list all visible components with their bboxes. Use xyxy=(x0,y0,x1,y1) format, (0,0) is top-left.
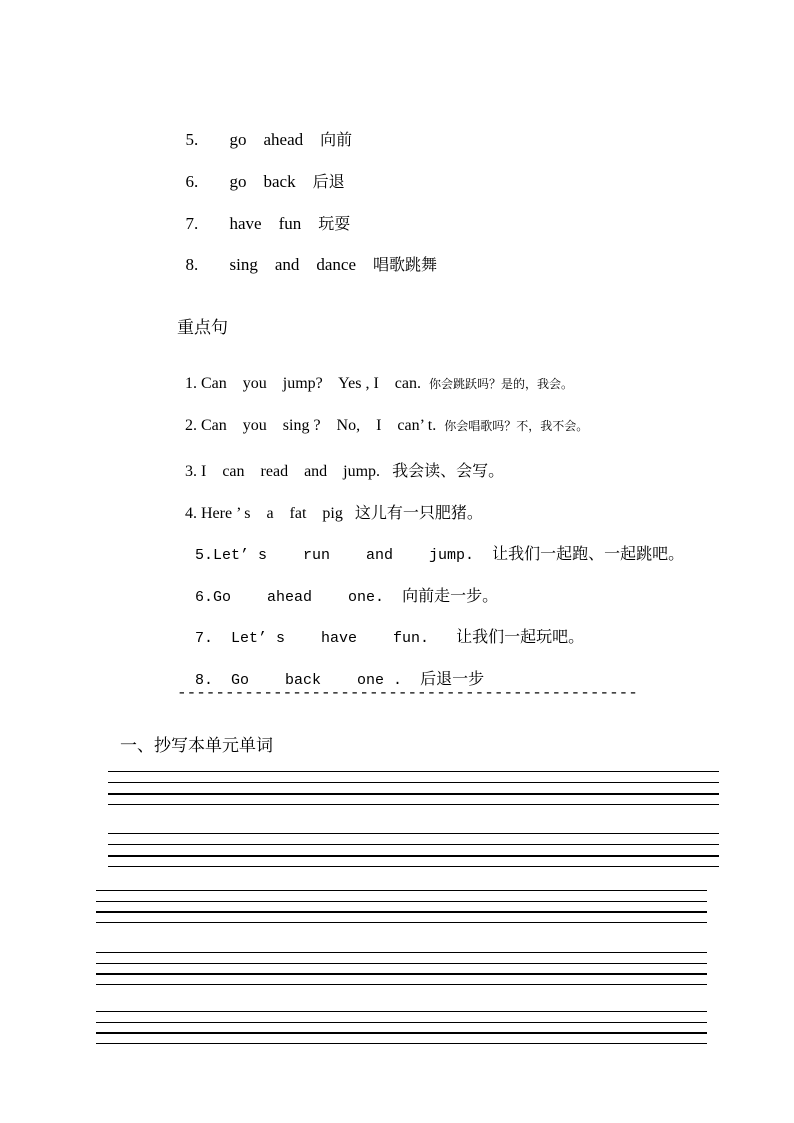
sentence-english: 4. Here ’ s a fat pig xyxy=(185,505,343,522)
sentence-item xyxy=(177,607,584,647)
vocab-item xyxy=(177,107,352,150)
sentence-item xyxy=(177,524,684,564)
sentence-item xyxy=(177,357,573,393)
sentence-chinese: 你会唱歌吗？不，我不会。 xyxy=(444,419,589,433)
vocab-english: sing and dance xyxy=(229,255,357,274)
vocab-english: go back xyxy=(229,172,296,191)
vocab-english: have fun xyxy=(229,214,302,233)
vocab-item xyxy=(177,191,350,234)
writing-lines xyxy=(108,833,719,867)
sentence-chinese: 后退一步 xyxy=(420,669,485,688)
sentence-english: 1. Can you jump? Yes , I can. xyxy=(185,375,421,392)
vocab-english: go ahead xyxy=(229,130,304,149)
sentence-item xyxy=(177,649,484,689)
vocab-number: 6. xyxy=(185,172,199,191)
sentence-english: 7. Let’ s have fun. xyxy=(195,630,430,647)
sentence-chinese: 你会跳跃吗？是的，我会。 xyxy=(428,377,573,391)
sentence-item xyxy=(177,440,504,481)
sentence-english: 5.Let’ s run and jump. xyxy=(195,547,475,564)
sentence-item xyxy=(177,566,498,606)
sentence-english: 8. Go back one . xyxy=(195,672,403,689)
vocab-item xyxy=(177,232,437,275)
vocab-number: 5. xyxy=(185,130,199,149)
section-title: 一、抄写本单元单词 xyxy=(120,736,273,756)
vocab-chinese: 后退 xyxy=(312,172,345,191)
divider-line: ------------------------------------------------ xyxy=(177,684,638,702)
sentence-chinese: 这儿有一只肥猪。 xyxy=(354,503,483,522)
vocab-chinese: 玩耍 xyxy=(318,214,351,233)
sentences-heading: 重点句 xyxy=(177,318,228,338)
vocab-chinese: 唱歌跳舞 xyxy=(373,255,438,274)
sentence-english: 6.Go ahead one. xyxy=(195,589,385,606)
vocab-number: 8. xyxy=(185,255,199,274)
writing-lines xyxy=(96,890,707,924)
writing-lines xyxy=(96,1011,707,1045)
sentence-chinese: 我会读、会写。 xyxy=(392,461,505,480)
sentence-item xyxy=(177,482,483,523)
vocab-number: 7. xyxy=(185,214,199,233)
sentence-item xyxy=(177,399,588,435)
vocab-item xyxy=(177,149,345,192)
vocab-chinese: 向前 xyxy=(320,130,353,149)
sentence-chinese: 让我们一起跑、一起跳吧。 xyxy=(492,544,685,563)
sentence-chinese: 向前走一步。 xyxy=(402,586,499,605)
sentence-chinese: 让我们一起玩吧。 xyxy=(456,627,585,646)
sentence-english: 3. I can read and jump. xyxy=(185,463,381,480)
writing-lines xyxy=(108,771,719,805)
writing-lines xyxy=(96,952,707,986)
sentence-english: 2. Can you sing ? No, I can’ t. xyxy=(185,417,437,434)
